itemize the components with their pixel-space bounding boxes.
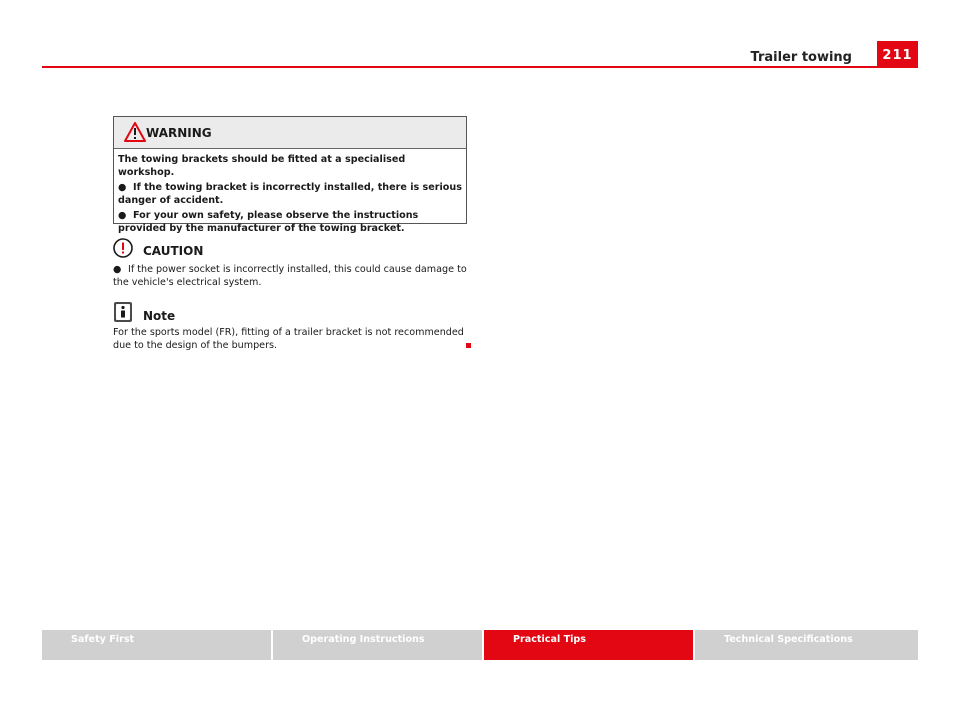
caution-icon [113, 238, 133, 258]
tab-safety-first[interactable]: Safety First [42, 630, 273, 660]
footer-nav [42, 630, 918, 660]
warning-header [114, 117, 466, 149]
page-number: 211 [877, 41, 918, 67]
caution-title: CAUTION [143, 244, 204, 258]
list-item [118, 181, 462, 207]
header-rule [42, 66, 918, 68]
note-text: For the sports model (FR), fitting of a trailer bracket is not recommended due to the design of the bumpers. [113, 327, 464, 351]
note-info-icon [113, 301, 133, 323]
bullet-icon: ● [118, 210, 127, 221]
note-body [113, 326, 467, 352]
caution-bullet-text: If the power socket is incorrectly installed, this could cause damage to the vehicle's electrical system. [113, 264, 467, 288]
tab-operating-instructions[interactable]: Operating Instructions [273, 630, 484, 660]
note-title: Note [143, 309, 176, 323]
warning-title: WARNING [146, 126, 212, 140]
warning-bullet-text: If the towing bracket is incorrectly installed, there is serious danger of accident. [118, 182, 462, 206]
tab-technical-specifications[interactable]: Technical Specifications [695, 630, 918, 660]
warning-body [114, 149, 466, 235]
section-end-marker [466, 343, 471, 348]
bullet-icon: ● [118, 182, 127, 193]
warning-box [113, 116, 467, 234]
page-title: Trailer towing [750, 50, 852, 65]
warning-intro: The towing brackets should be fitted at a specialised workshop. [118, 154, 406, 178]
caution-body [113, 263, 467, 289]
warning-bullet-text: For your own safety, please observe the instructions provided by the manufacturer of the towing bracket. [118, 210, 419, 234]
warning-triangle-icon [124, 122, 146, 142]
list-item [118, 209, 462, 235]
list-item [113, 263, 467, 289]
tab-practical-tips[interactable]: Practical Tips [484, 630, 695, 660]
bullet-icon: ● [113, 264, 122, 275]
